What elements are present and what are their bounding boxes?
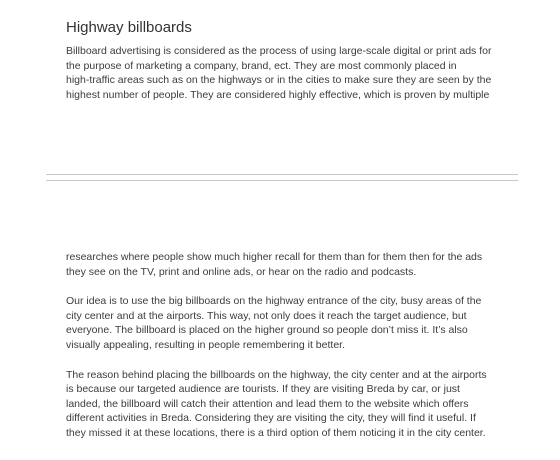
reason-paragraph: The reason behind placing the billboards on the highway, the city center and at the airports is because our targeted audience are tourists. If they are visiting Breda by car, or just landed, the billboard will catch their attention and lead them to the website which offers different activities in Breda. Considering they are visiting the city, they will find it useful. If they missed it at these locations, there is a third option of them noticing it in the city center. <box>66 368 487 439</box>
intro-paragraph: Billboard advertising is considered as the process of using large-scale digital or print ads for the purpose of marketing a company, brand, ect. They are most commonly placed in high-traffic areas such as on the highways or in the cities to make sure they are seen by the highest number of people. They are considered highly effective, which is proven by multiple <box>66 45 492 101</box>
document-heading: Highway billboards <box>66 19 192 36</box>
page-break-line-bottom <box>46 180 518 181</box>
page-2-content <box>66 250 516 441</box>
page-1-content <box>66 18 516 102</box>
idea-paragraph: Our idea is to use the big billboards on the highway entrance of the city, busy areas of the city center and at the airports. This way, not only does it reach the target audience, but everyone. The billboard is placed on the higher ground so people don’t miss it. It’s also visually appealing, resulting in people remembering it better. <box>66 295 482 351</box>
page-break-line-top <box>46 174 518 175</box>
continued-paragraph: researches where people show much higher recall for them than for them then for the ads they see on the TV, print and online ads, or hear on the radio and podcasts. <box>66 251 483 278</box>
